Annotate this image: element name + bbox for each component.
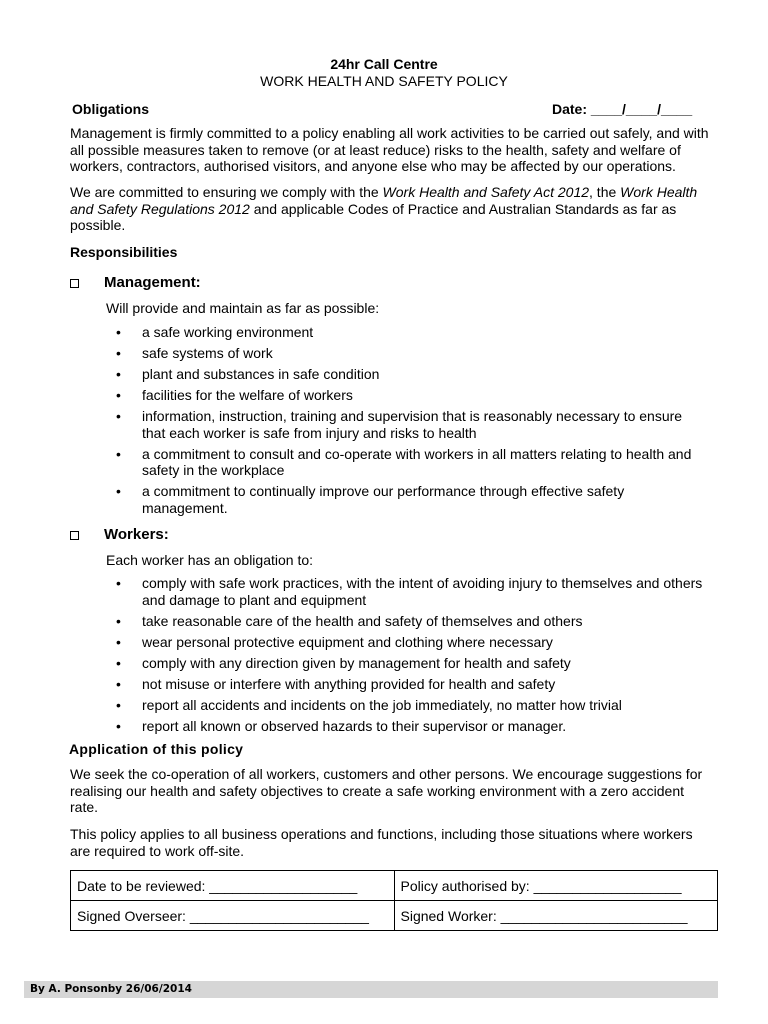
list-item: • report all known or observed hazards to their supervisor or manager. bbox=[106, 718, 706, 735]
authorised-by-cell[interactable]: Policy authorised by: ___________________ bbox=[394, 871, 718, 901]
management-checkbox[interactable] bbox=[70, 279, 79, 288]
document-title: 24hr Call Centre bbox=[330, 56, 438, 72]
list-item: • safe systems of work bbox=[106, 345, 706, 362]
management-list bbox=[106, 324, 706, 516]
list-item: • plant and substances in safe condition bbox=[106, 366, 706, 383]
application-paragraph-1: We seek the co-operation of all workers, customers and other persons. We encourage suggestions for realising our health and safety objectives to create a safe working environment with a zero accident rate. bbox=[70, 766, 703, 815]
obligations-paragraph-1: Management is firmly committed to a policy enabling all work activities to be carried out safely, and with all possible measures taken to remove (or at least reduce) risks to the health, safety and welfare of workers, contractors, authorised visitors, and anyone else who may be affected by our operations. bbox=[70, 125, 709, 174]
obligations-paragraph-2: We are committed to ensuring we comply with the Work Health and Safety Act 2012, the Work Health and Safety Regulations 2012 and applicable Codes of Practice and Australian Standards as far as possible. bbox=[70, 184, 698, 233]
list-item: • a commitment to continually improve our performance through effective safety management. bbox=[106, 483, 706, 516]
list-item: • a commitment to consult and co-operate with workers in all matters relating to health and safety in the workplace bbox=[106, 446, 706, 479]
date-field: Date: ____/____/____ bbox=[552, 101, 693, 117]
obligations-heading: Obligations bbox=[72, 101, 149, 117]
workers-title: Workers: bbox=[104, 526, 169, 543]
workers-list bbox=[106, 575, 706, 734]
act-reference: Work Health and Safety Act 2012 bbox=[382, 184, 590, 200]
list-item: • facilities for the welfare of workers bbox=[106, 387, 706, 404]
list-item: • a safe working environment bbox=[106, 324, 706, 341]
list-item: • take reasonable care of the health and safety of themselves and others bbox=[106, 613, 706, 630]
worker-signature-cell[interactable]: Signed Worker: ________________________ bbox=[394, 901, 718, 931]
footer-author: By A. Ponsonby 26/06/2014 bbox=[24, 981, 718, 998]
list-item: • comply with any direction given by management for health and safety bbox=[106, 655, 706, 672]
table-row bbox=[71, 901, 718, 931]
responsibilities-heading: Responsibilities bbox=[70, 244, 178, 260]
table-row bbox=[71, 871, 718, 901]
workers-intro: Each worker has an obligation to: bbox=[106, 552, 314, 568]
management-intro: Will provide and maintain as far as possible: bbox=[106, 300, 380, 316]
list-item: • report all accidents and incidents on the job immediately, no matter how trivial bbox=[106, 697, 706, 714]
list-item: • comply with safe work practices, with the intent of avoiding injury to themselves and others and damage to plant and equipment bbox=[106, 575, 706, 608]
application-paragraph-2: This policy applies to all business operations and functions, including those situations where workers are required to work off-site. bbox=[70, 826, 693, 859]
management-title: Management: bbox=[104, 274, 201, 291]
workers-checkbox[interactable] bbox=[70, 531, 79, 540]
document-subtitle: WORK HEALTH AND SAFETY POLICY bbox=[260, 73, 508, 89]
list-item: • wear personal protective equipment and clothing where necessary bbox=[106, 634, 706, 651]
overseer-signature-cell[interactable]: Signed Overseer: _______________________ bbox=[71, 901, 395, 931]
workers-section-header bbox=[70, 526, 169, 543]
list-item: • not misuse or interfere with anything provided for health and safety bbox=[106, 676, 706, 693]
review-date-cell[interactable]: Date to be reviewed: ___________________ bbox=[71, 871, 395, 901]
signature-table bbox=[70, 870, 718, 931]
regulations-reference: Work Health and Safety Regulations 2012 bbox=[70, 184, 698, 217]
application-heading: Application of this policy bbox=[69, 741, 244, 757]
list-item: • information, instruction, training and supervision that is reasonably necessary to ensure that each worker is safe from injury and risks to health bbox=[106, 408, 706, 441]
management-section-header bbox=[70, 274, 201, 291]
